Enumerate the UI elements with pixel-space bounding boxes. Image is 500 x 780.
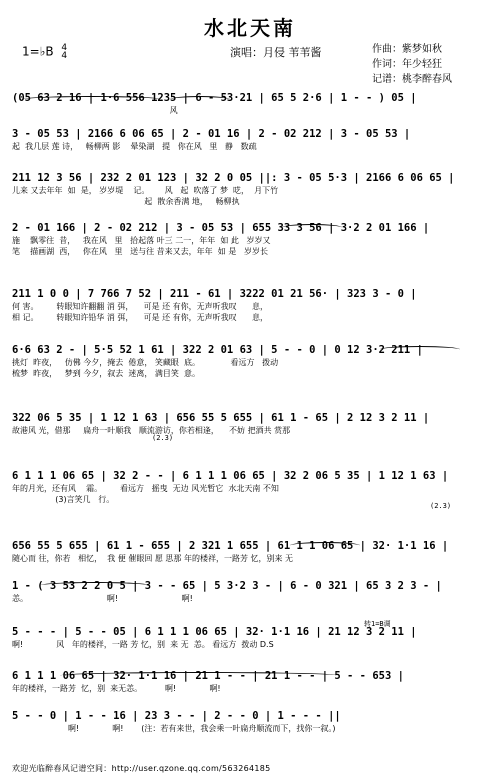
system-5: [12, 288, 482, 323]
notes-line: 211 1 0 0 | 7 766 7 52 | 211 - 61 | 3222 01 21 56· | 323 3 - 0 |: [12, 288, 417, 300]
footer: [0, 763, 500, 774]
lyric-line: 故港风 光，借那 扁舟一叶顺我 顺流游访，你若相逢， 不妨 把酒共 赏那: [12, 426, 291, 435]
notation-by: 记谱：桃李醉春风: [372, 74, 452, 85]
notes-line: 2 - 01 166 | 2 - 02 212 | 3 - 05 53 | 655 33 3 56 | 3·2 2 01 166 |: [12, 222, 430, 234]
notes-line: 211 12 3 56 | 232 2 01 123 | 32 2 0 05 ||: 3 - 05 5·3 | 2166 6 06 65 |: [12, 172, 455, 184]
lyric-line: 年的楼祥，一路芳 忆，别 来无恙。 啊! 啊!: [12, 684, 221, 693]
footer-text: 欢迎光临醉春风记谱空间：http://user.qzone.qq.com/563264185: [12, 764, 271, 773]
annotation-volta: (2.3): [152, 434, 174, 442]
slur: [170, 96, 230, 103]
key-label: 1=♭B: [22, 44, 54, 59]
notes-line: 5 - - 0 | 1 - - 16 | 23 3 - - | 2 - - 0 | 1 - - - ||: [12, 710, 341, 722]
time-bottom: 4: [61, 51, 68, 61]
lyric-line: 随心而 往，你若 相忆， 我 便 催眼回 愿 思那 年的楼祥，一路芳 忆，别来 无: [12, 554, 294, 563]
notes-line: 6 1 1 1 06 65 | 32 2 - - | 6 1 1 1 06 65 | 32 2 06 5 35 | 1 12 1 63 |: [12, 470, 449, 482]
key-signature: [22, 44, 67, 60]
system-8: [12, 470, 482, 505]
lyric-line-2: 笔 描画湖 西， 你在风 里 送与往 昔来又去，年年 如 是 岁岁长: [12, 247, 268, 256]
slur: [60, 672, 340, 679]
singers: 演唱：月侵 苇苇酱: [230, 46, 322, 59]
lyric-line: 挑灯 昨夜， 仿佛 今夕，掩去 倦意， 笑藏眼 底。 看远方 拨动: [12, 358, 279, 367]
notes-line: 6·6 63 2 - | 5·5 52 1 61 | 322 2 01 63 | 5 - - 0 | 0 12 3·2 211 |: [12, 344, 423, 356]
notes-line: 6 1 1 1 06 65 | 32· 1·1 16 | 21 1 - - | 21 1 - - | 5 - - 653 |: [12, 670, 404, 682]
lyric-line-2: 梳梦 昨夜， 梦到 今夕，叙去 迷离， 满目笑 意。: [12, 369, 200, 378]
system-2: [12, 128, 482, 152]
page-title: 水北天南: [204, 16, 296, 40]
notes-line: 656 55 5 655 | 61 1 - 655 | 2 321 1 655 | 61 1 1 06 65 | 32· 1·1 16 |: [12, 540, 449, 552]
system-3: [12, 172, 482, 207]
slur: [380, 346, 460, 353]
lyric-line: 啊! 啊! (注：若有来世，我会乘一叶扁舟顺流而下，找你一叙。): [12, 724, 336, 733]
composer: 作曲：紫梦如秋: [372, 44, 442, 55]
lyric-line: 年的月光，还有风 霜。 看远方 摇曳 无边 风光暂它 水北天南 不知: [12, 484, 279, 493]
lyric-line-2: (3)言笑几 行。: [12, 495, 115, 504]
lyric-line-2: 相 记。 转眼知许铅华 消 弭， 可是 还 有你，无声听我叹 息，: [12, 313, 268, 322]
credits: [372, 42, 452, 87]
lyric-line: 啊! 风 年的楼祥，一路 芳 忆，别 来 无 恙。 看远方 拨动 D.S: [12, 640, 274, 649]
annotation-key-change: 转1=B调: [364, 620, 391, 628]
slur: [290, 542, 360, 549]
system-4: [12, 222, 482, 257]
lyric-line: 风: [12, 106, 178, 115]
system-11: [12, 626, 482, 650]
time-top: 4: [61, 43, 68, 53]
annotation-volta: (2.3): [430, 502, 452, 510]
notes-line: (05 63 2 16 | 1·6 556 1235 | 6 - 53·21 | 65 5 2·6 | 1 - - ) 05 |: [12, 92, 417, 104]
slur: [22, 96, 162, 103]
system-9: [12, 540, 482, 564]
notes-line: 3 - 05 53 | 2166 6 06 65 | 2 - 01 16 | 2 - 02 212 | 3 - 05 53 |: [12, 128, 411, 140]
notes-line: 322 06 5 35 | 1 12 1 63 | 656 55 5 655 | 61 1 - 65 | 2 12 3 2 11 |: [12, 412, 430, 424]
slur: [40, 582, 150, 589]
lyric-line: 恙。 啊! 啊!: [12, 594, 193, 603]
notes-line: 1 - ( 3 53 2 2 0 5 | 3 - - 65 | 5 3·2 3 - | 6 - 0 321 | 65 3 2 3 - |: [12, 580, 442, 592]
system-13: [12, 710, 482, 734]
lyric-line: 儿来 又去年年 如 是， 岁岁堤 记。 风 起 吹落了 梦 呓， 月下竹: [12, 186, 279, 195]
system-7: [12, 412, 482, 436]
lyric-line: 起 我几层 莲 诗， 畅柳两 影 晕染湖 提 你在风 里 静 数疏: [12, 142, 257, 151]
lyric-line-2: 起 散余香满 地， 畅柳执: [12, 197, 240, 206]
lyricist: 作词：年少轻狂: [372, 59, 442, 70]
lyric-line: 何 害。 转眼知许翻翻 消 弭， 可是 还 有你，无声听我叹 息，: [12, 302, 268, 311]
slur: [282, 224, 342, 231]
time-signature: [61, 44, 67, 60]
lyric-line: 施 飘零往 昔， 我在风 里 拾起落 叶三 二一，年年 如 此 岁岁又: [12, 236, 271, 245]
notes-line: 5 - - - | 5 - - 05 | 6 1 1 1 06 65 | 32· 1·1 16 | 21 12 3 2 11 |: [12, 626, 417, 638]
